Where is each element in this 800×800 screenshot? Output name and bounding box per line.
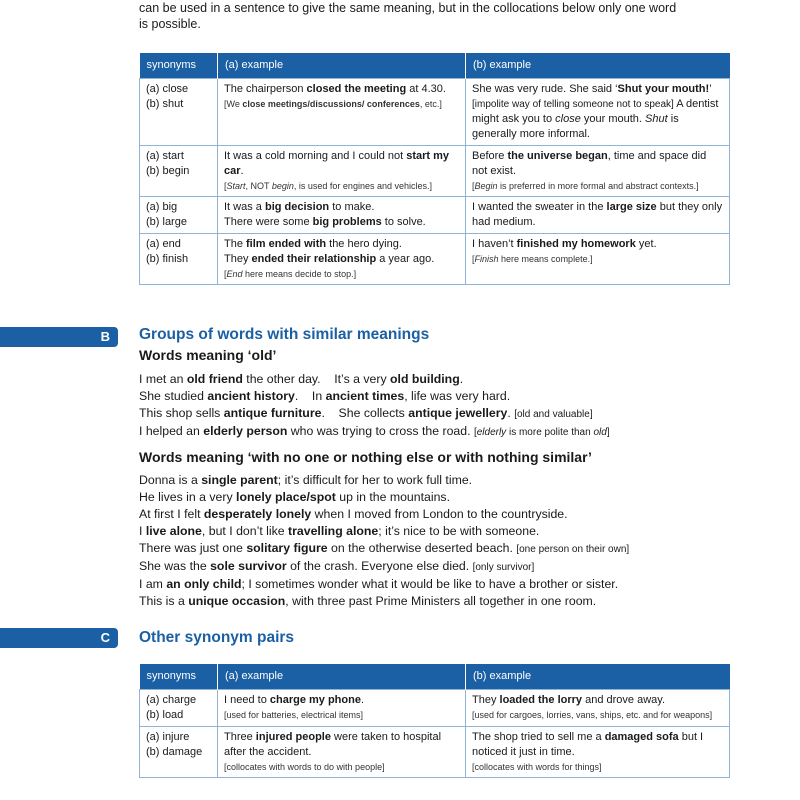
example-sentence: This shop sells antique furniture. She collects antique jewellery. [old and valuable] — [139, 406, 593, 420]
example-a-cell: It was a cold morning and I could not start my car. [Start, NOT begin, is used for engines and vehicles.] — [218, 146, 466, 197]
example-sentence: At first I felt desperately lonely when I moved from London to the countryside. — [139, 507, 568, 521]
synonym-word: (b) begin — [146, 165, 190, 177]
table-row — [140, 79, 730, 146]
section-c-badge: C — [0, 628, 118, 648]
example-b-cell: She was very rude. She said ‘Shut your mouth!’ [impolite way of telling someone not to speak] A dentist might ask you to close your mouth. Shut is generally more informal. — [466, 79, 730, 146]
example-sentence: I met an old friend the other day. It’s a very old building. — [139, 372, 464, 386]
table-header-row — [140, 53, 730, 79]
header-example-a: (a) example — [218, 664, 466, 690]
intro-line-1: can be used in a sentence to give the same meaning, but in the collocations below only one word — [139, 1, 677, 15]
example-sentence: There was just one solitary figure on the otherwise deserted beach. [one person on their own] — [139, 541, 630, 555]
example-a-cell: The chairperson closed the meeting at 4.30. [We close meetings/discussions/ conferences, etc.] — [218, 79, 466, 146]
synonym-word: (b) damage — [146, 746, 203, 758]
example-b-cell: Before the universe began, time and space did not exist. [Begin is preferred in more formal and abstract contexts.] — [466, 146, 730, 197]
header-example-b: (b) example — [466, 664, 730, 690]
synonym-word: (b) shut — [146, 98, 184, 110]
synonym-pair-cell — [140, 690, 218, 727]
synonym-word: (a) big — [146, 201, 178, 213]
example-b-cell: They loaded the lorry and drove away. [used for cargoes, lorries, vans, ships, etc. and for weapons] — [466, 690, 730, 727]
table-row — [140, 727, 730, 778]
example-a-cell: Three injured people were taken to hospital after the accident. [collocates with words to do with people] — [218, 727, 466, 778]
subheading-alone: Words meaning ‘with no one or nothing else or with nothing similar’ — [139, 449, 592, 465]
synonym-word: (a) end — [146, 238, 181, 250]
synonym-word: (b) large — [146, 216, 187, 228]
synonym-word: (a) injure — [146, 731, 190, 743]
example-sentence: Donna is a single parent; it’s difficult for her to work full time. — [139, 473, 473, 487]
table-row — [140, 234, 730, 285]
example-sentence: I helped an elderly person who was trying to cross the road. [elderly is more polite than old] — [139, 424, 610, 438]
example-sentence: She studied ancient history. In ancient times, life was very hard. — [139, 389, 511, 403]
example-sentence: I live alone, but I don’t like travelling alone; it’s nice to be with someone. — [139, 524, 540, 538]
synonym-word: (b) load — [146, 709, 184, 721]
example-sentence: She was the sole survivor of the crash. Everyone else died. [only survivor] — [139, 559, 535, 573]
example-sentence: He lives in a very lonely place/spot up in the mountains. — [139, 490, 450, 504]
old-examples — [139, 371, 779, 441]
section-c-title: Other synonym pairs — [139, 629, 295, 646]
example-b-cell: The shop tried to sell me a damaged sofa but I noticed it just in time. [collocates with words for things] — [466, 727, 730, 778]
synonym-table-a — [139, 53, 730, 285]
synonym-pair-cell — [140, 234, 218, 285]
header-synonyms: synonyms — [140, 664, 218, 690]
table-header-row — [140, 664, 730, 690]
synonym-word: (a) close — [146, 83, 189, 95]
example-b-cell: I wanted the sweater in the large size but they only had medium. — [466, 197, 730, 234]
table-row — [140, 690, 730, 727]
synonym-word: (b) finish — [146, 253, 189, 265]
example-a-cell: The film ended with the hero dying. They ended their relationship a year ago. [End here means decide to stop.] — [218, 234, 466, 285]
example-a-cell: I need to charge my phone. [used for batteries, electrical items] — [218, 690, 466, 727]
intro-text — [139, 0, 729, 32]
table-row — [140, 197, 730, 234]
synonym-word: (a) charge — [146, 694, 197, 706]
synonym-pair-cell — [140, 727, 218, 778]
section-b-title: Groups of words with similar meanings — [139, 326, 430, 343]
section-b-badge: B — [0, 327, 118, 347]
header-synonyms: synonyms — [140, 53, 218, 79]
alone-examples — [139, 472, 779, 610]
synonym-word: (a) start — [146, 150, 184, 162]
table-row — [140, 146, 730, 197]
example-b-cell: I haven’t finished my homework yet. [Finish here means complete.] — [466, 234, 730, 285]
synonym-table-c — [139, 664, 730, 778]
example-sentence: I am an only child; I sometimes wonder what it would be like to have a brother or sister. — [139, 577, 619, 591]
synonym-pair-cell — [140, 79, 218, 146]
example-a-cell: It was a big decision to make. There were some big problems to solve. — [218, 197, 466, 234]
subheading-old: Words meaning ‘old’ — [139, 347, 277, 363]
header-example-a: (a) example — [218, 53, 466, 79]
synonym-pair-cell — [140, 146, 218, 197]
synonym-pair-cell — [140, 197, 218, 234]
intro-line-2: is possible. — [139, 17, 201, 31]
header-example-b: (b) example — [466, 53, 730, 79]
example-sentence: This is a unique occasion, with three past Prime Ministers all together in one room. — [139, 594, 597, 608]
